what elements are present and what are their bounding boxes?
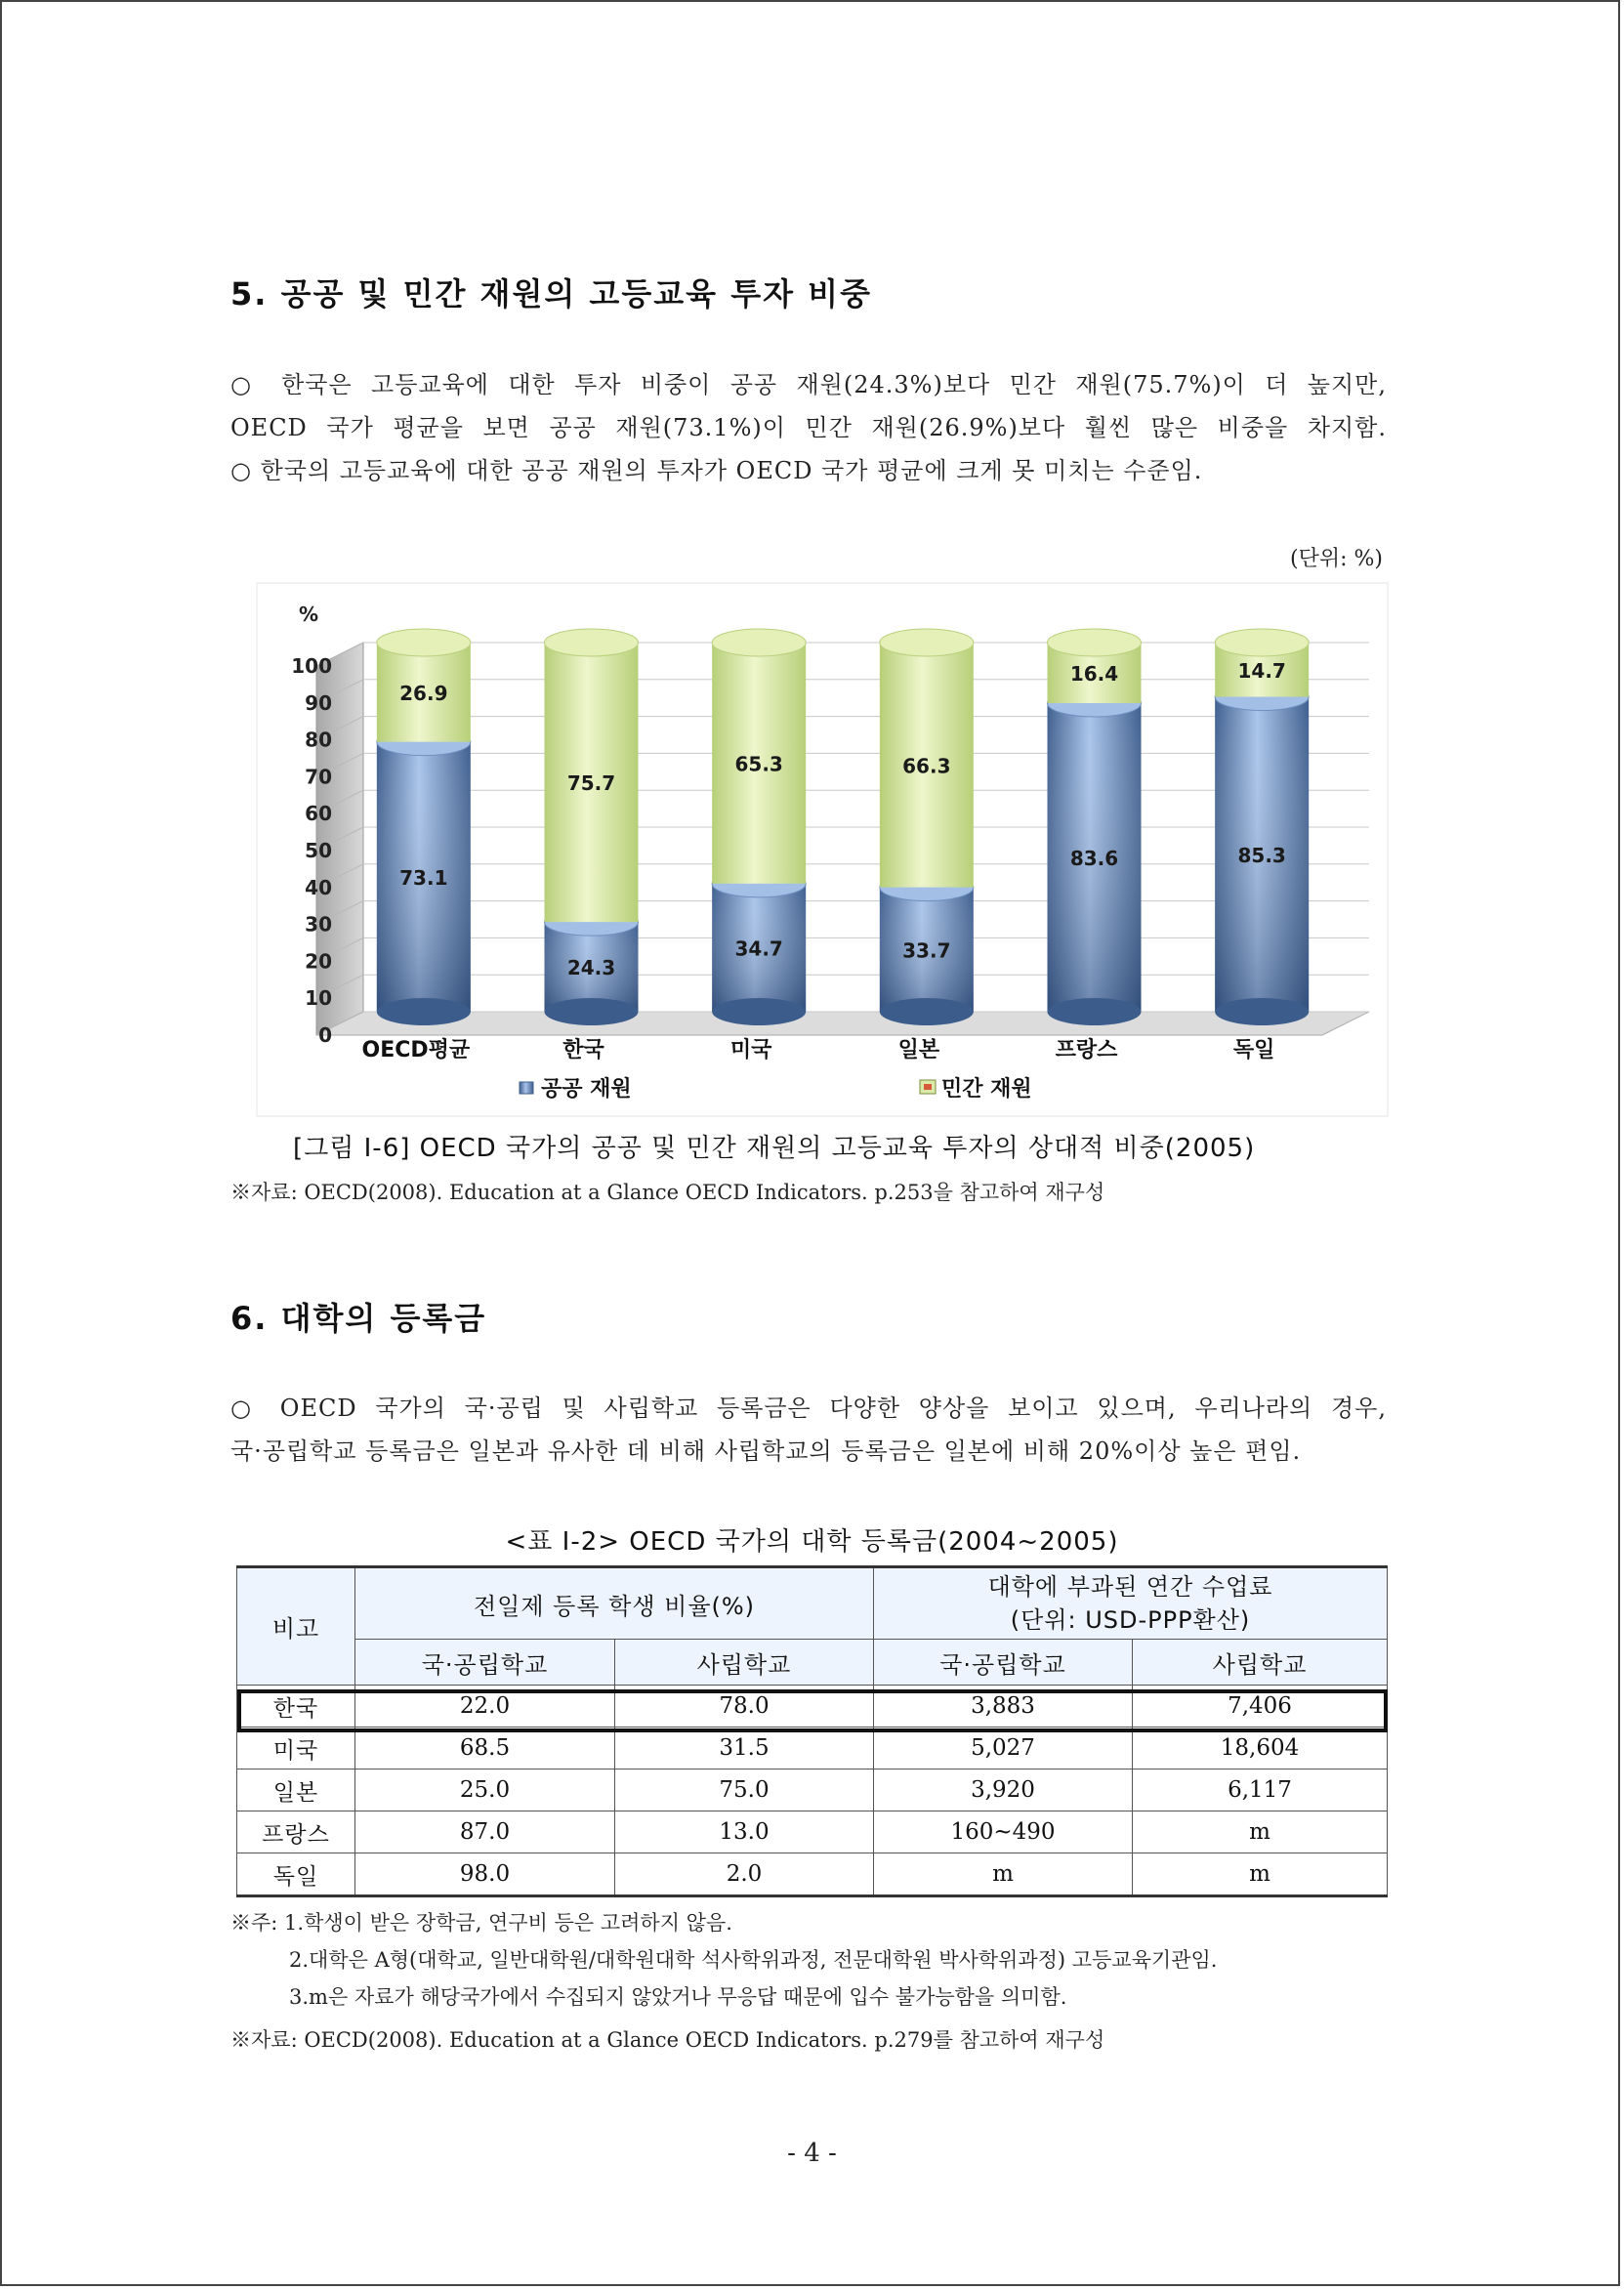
fee-public-header: 국·공립학교 xyxy=(874,1640,1133,1686)
table-cell: 75.0 xyxy=(615,1770,874,1811)
table-cell: 31.5 xyxy=(615,1728,874,1770)
y-tick-label: 0 xyxy=(318,1023,332,1047)
tuition-fee-header xyxy=(874,1567,1388,1640)
table-cell: 25.0 xyxy=(355,1770,615,1811)
table-cell: 18,604 xyxy=(1133,1728,1388,1770)
table-cell: 87.0 xyxy=(355,1811,615,1853)
ratio-private-header: 사립학교 xyxy=(615,1640,874,1686)
x-tick-label: OECD평균 xyxy=(361,1038,471,1062)
table-row xyxy=(237,1853,1388,1896)
table-source: ※자료: OECD(2008). Education at a Glance OECD Indicators. p.279를 참고하여 재구성 xyxy=(230,2028,1105,2052)
table-note-1: ※주: 1.학생이 받은 장학금, 연구비 등은 고려하지 않음. xyxy=(230,1911,732,1935)
bar-bottom-cap xyxy=(377,998,471,1025)
paragraph-line: ○ OECD 국가의 국·공립 및 사립학교 등록금은 다양한 양상을 보이고 있으며, 우리나라의 경우, xyxy=(230,1395,1387,1422)
table-cell: 3,920 xyxy=(874,1770,1133,1811)
bar-private-top xyxy=(545,629,639,656)
bar-bottom-cap xyxy=(1215,998,1309,1025)
country-cell: 미국 xyxy=(237,1728,355,1770)
table-row xyxy=(237,1770,1388,1811)
paragraph-line: OECD 국가 평균을 보면 공공 재원(73.1%)이 민간 재원(26.9%)보다 훨씬 많은 비중을 차지함. xyxy=(230,414,1387,441)
table-cell: m xyxy=(1133,1853,1388,1896)
table-cell: 68.5 xyxy=(355,1728,615,1770)
section-6-paragraph xyxy=(230,1387,1387,1473)
data-label: 26.9 xyxy=(399,681,448,705)
table-cell: 2.0 xyxy=(615,1853,874,1896)
table-cell: 7,406 xyxy=(1133,1686,1388,1728)
data-label: 66.3 xyxy=(902,754,951,778)
y-tick-label: 50 xyxy=(305,839,332,862)
page-number: - 4 - xyxy=(787,2139,837,2168)
country-cell: 독일 xyxy=(237,1853,355,1896)
section-5-heading: 5. 공공 및 민간 재원의 고등교육 투자 비중 xyxy=(230,275,872,312)
legend-swatch-private-inner xyxy=(924,1084,932,1090)
y-axis-label: % xyxy=(299,603,319,626)
table-cell: 6,117 xyxy=(1133,1770,1388,1811)
data-label: 83.6 xyxy=(1069,846,1119,870)
table-note-3: 3.m은 자료가 해당국가에서 수집되지 않았거나 무응답 때문에 입수 불가능함을 의미함. xyxy=(289,1985,1067,2009)
tuition-table xyxy=(236,1565,1388,1897)
stacked-bar-chart xyxy=(256,582,1389,1117)
legend-label: 공공 재원 xyxy=(541,1077,632,1102)
legend-swatch-public xyxy=(520,1082,533,1094)
table-row xyxy=(237,1811,1388,1853)
figure-source: ※자료: OECD(2008). Education at a Glance OECD Indicators. p.253을 참고하여 재구성 xyxy=(230,1181,1105,1204)
data-label: 34.7 xyxy=(734,937,783,961)
table-cell: m xyxy=(1133,1811,1388,1853)
bar-private-top xyxy=(377,629,471,656)
x-tick-label: 한국 xyxy=(562,1038,604,1062)
fee-private-header: 사립학교 xyxy=(1133,1640,1388,1686)
unit-label: (단위: %) xyxy=(1290,547,1383,571)
y-tick-label: 80 xyxy=(305,728,332,752)
y-tick-label: 90 xyxy=(305,690,332,715)
data-label: 16.4 xyxy=(1069,661,1119,686)
table-cell: 98.0 xyxy=(355,1853,615,1896)
data-label: 24.3 xyxy=(566,956,616,980)
y-tick-label: 70 xyxy=(305,765,332,789)
y-tick-label: 30 xyxy=(305,912,332,937)
table-cell: m xyxy=(874,1853,1133,1896)
data-label: 14.7 xyxy=(1237,658,1286,683)
country-cell: 한국 xyxy=(237,1686,355,1728)
table-cell: 3,883 xyxy=(874,1686,1133,1728)
table-note-2: 2.대학은 A형(대학교, 일반대학원/대학원대학 석사학위과정, 전문대학원 박사학위과정) 고등교육기관임. xyxy=(289,1948,1218,1972)
bar-private-top xyxy=(880,629,974,656)
data-label: 65.3 xyxy=(734,752,783,776)
ratio-public-header: 국·공립학교 xyxy=(355,1640,615,1686)
table-cell: 22.0 xyxy=(355,1686,615,1728)
x-tick-label: 프랑스 xyxy=(1055,1038,1118,1062)
table-caption: <표 Ⅰ-2> OECD 국가의 대학 등록금(2004~2005) xyxy=(505,1527,1119,1557)
table-cell: 78.0 xyxy=(615,1686,874,1728)
bar-private-top xyxy=(1215,629,1309,656)
paragraph-line: ○ 한국의 고등교육에 대한 공공 재원의 투자가 OECD 국가 평균에 크게 못 미치는 수준임. xyxy=(230,457,1203,484)
x-tick-label: 미국 xyxy=(729,1038,772,1062)
country-cell: 일본 xyxy=(237,1770,355,1811)
y-tick-label: 40 xyxy=(305,875,332,899)
x-tick-label: 독일 xyxy=(1232,1038,1275,1062)
data-label: 73.1 xyxy=(399,865,448,890)
chart-floor xyxy=(316,1012,1369,1035)
bar-private-top xyxy=(712,629,806,656)
table-row xyxy=(237,1728,1388,1770)
bar-bottom-cap xyxy=(712,998,806,1025)
y-tick-label: 60 xyxy=(305,802,332,826)
data-label: 85.3 xyxy=(1237,843,1286,867)
bar-bottom-cap xyxy=(545,998,639,1025)
bar-bottom-cap xyxy=(1048,998,1142,1025)
figure-caption: [그림 Ⅰ-6] OECD 국가의 공공 및 민간 재원의 고등교육 투자의 상대적 비중(2005) xyxy=(293,1134,1256,1163)
enrollment-ratio-header: 전일제 등록 학생 비율(%) xyxy=(355,1567,874,1640)
table-row xyxy=(237,1686,1388,1728)
table-cell: 5,027 xyxy=(874,1728,1133,1770)
paragraph-line: ○ 한국은 고등교육에 대한 투자 비중이 공공 재원(24.3%)보다 민간 재원(75.7%)이 더 높지만, xyxy=(230,371,1387,398)
data-label: 75.7 xyxy=(566,771,616,796)
table-cell: 13.0 xyxy=(615,1811,874,1853)
country-cell: 프랑스 xyxy=(237,1811,355,1853)
y-tick-label: 20 xyxy=(305,949,332,974)
table-cell: 160~490 xyxy=(874,1811,1133,1853)
y-tick-label: 10 xyxy=(305,986,332,1011)
tuition-fee-header-line1: 대학에 부과된 연간 수업료 xyxy=(987,1573,1273,1601)
bar-bottom-cap xyxy=(880,998,974,1025)
tuition-fee-header-line2: (단위: USD-PPP환산) xyxy=(1010,1606,1251,1634)
x-tick-label: 일본 xyxy=(897,1038,940,1062)
y-tick-label: 100 xyxy=(291,654,332,678)
data-label: 33.7 xyxy=(902,938,951,963)
table-corner-header: 비고 xyxy=(237,1567,355,1686)
section-6-heading: 6. 대학의 등록금 xyxy=(230,1300,487,1337)
bar-private-top xyxy=(1048,629,1142,656)
paragraph-line: 국·공립학교 등록금은 일본과 유사한 데 비해 사립학교의 등록금은 일본에 비해 20%이상 높은 편임. xyxy=(230,1437,1302,1465)
section-5-paragraph xyxy=(230,363,1387,492)
legend-label: 민간 재원 xyxy=(941,1077,1032,1102)
